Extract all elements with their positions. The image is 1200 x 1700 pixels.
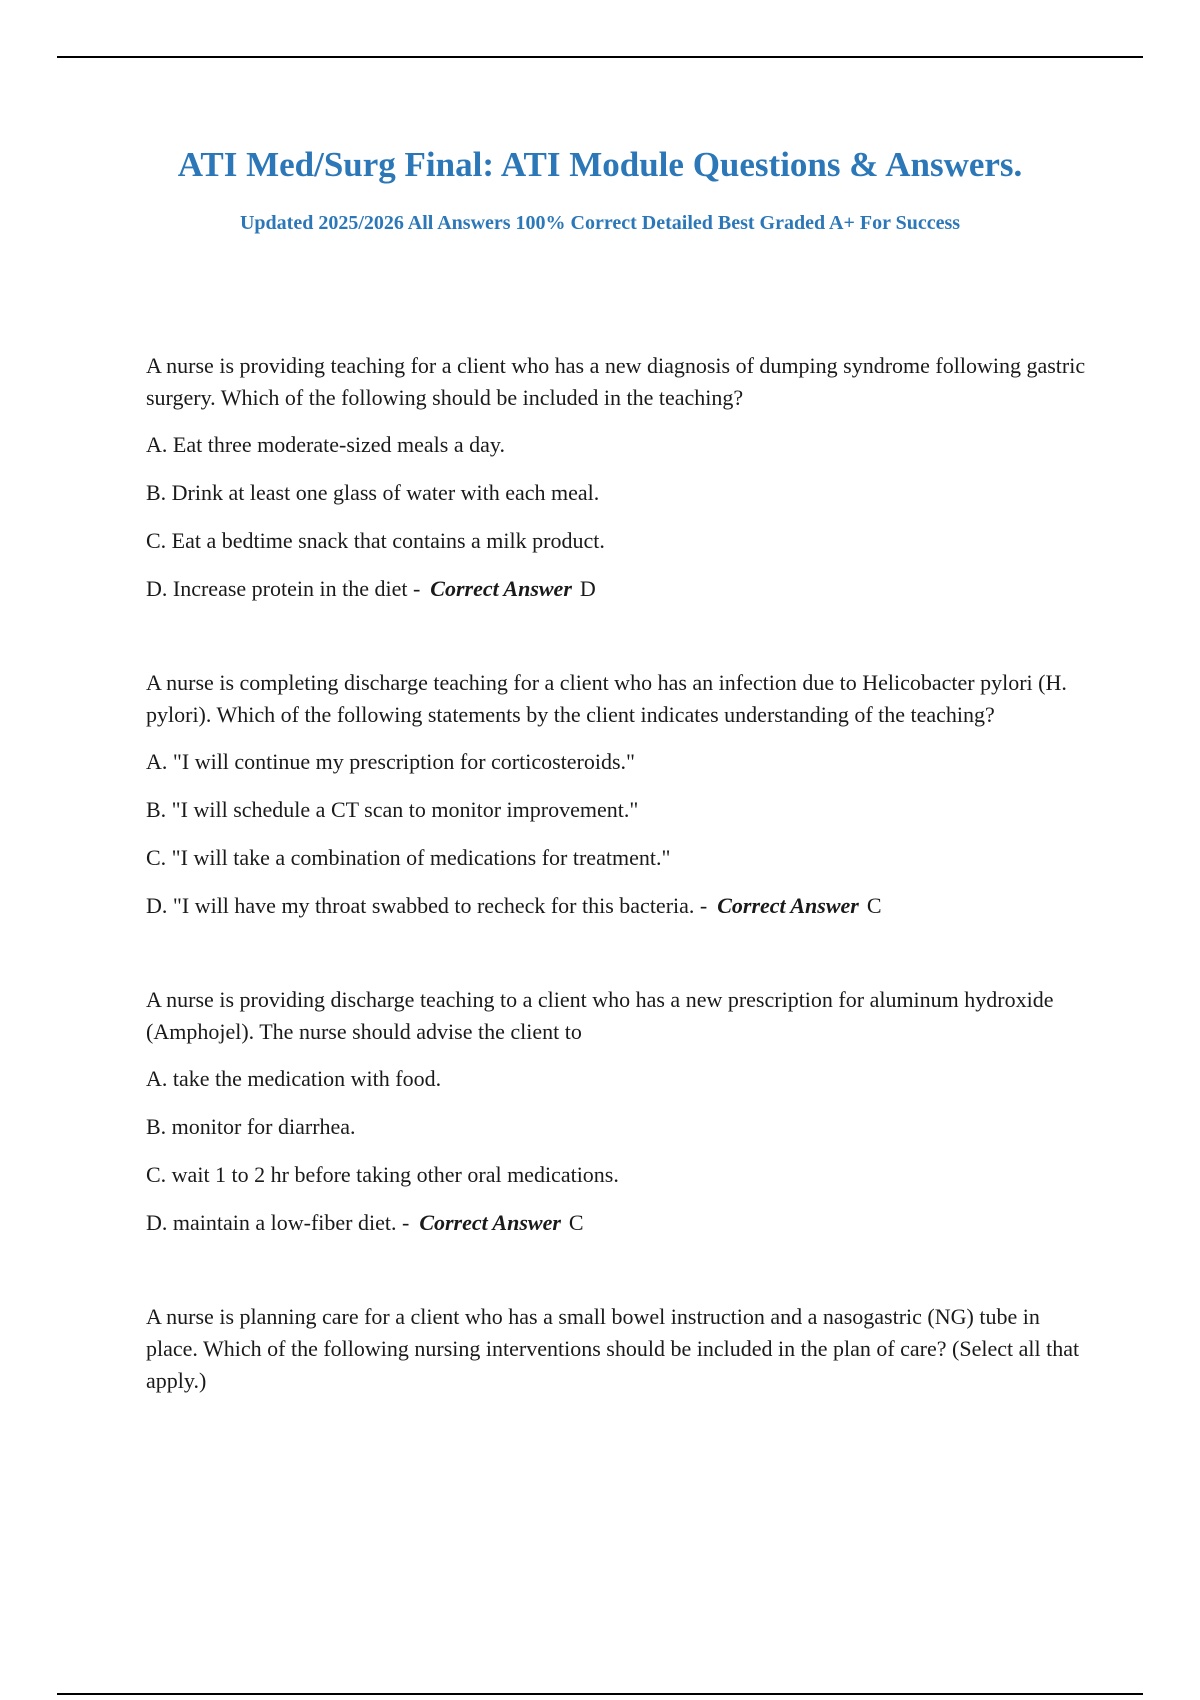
question-list [146,350,1096,1412]
correct-answer-value: C [568,1210,584,1235]
answer-option: C. Eat a bedtime snack that contains a milk product. [146,528,605,553]
answer-option: A. take the medication with food. [146,1066,442,1091]
question-text: A nurse is providing discharge teaching to a client who has a new prescription for aluminum hydroxide (Amphojel). The nurse should advise the client to [146,987,1054,1044]
answer-option: C. wait 1 to 2 hr before taking other oral medications. [146,1162,619,1187]
document-subtitle: Updated 2025/2026 All Answers 100% Correct Detailed Best Graded A+ For Success [239,212,961,234]
answer-option: B. monitor for diarrhea. [146,1114,356,1139]
question-block [146,667,1096,922]
correct-answer-label: Correct Answer [717,893,859,918]
answer-option-with-key [146,1207,1096,1239]
answer-option: A. "I will continue my prescription for corticosteroids." [146,749,636,774]
answer-option-with-key [146,890,1096,922]
correct-answer-value: C [866,893,882,918]
question-text: A nurse is planning care for a client who has a small bowel instruction and a nasogastric (NG) tube in place. Which of the following nursing interventions should be included in the plan of care? (Select all that apply.) [146,1304,1080,1393]
correct-answer-value: D [579,576,596,601]
correct-answer-label: Correct Answer [430,576,572,601]
answer-option: D. "I will have my throat swabbed to recheck for this bacteria. - [146,893,708,918]
answer-option: B. "I will schedule a CT scan to monitor improvement." [146,797,639,822]
answer-option: C. "I will take a combination of medications for treatment." [146,845,671,870]
answer-option-with-key [146,573,1096,605]
document-title: ATI Med/Surg Final: ATI Module Questions & Answers. [177,145,1023,184]
question-block [146,984,1096,1239]
answer-option: D. Increase protein in the diet - [146,576,421,601]
footer-rule [57,1693,1143,1695]
question-text: A nurse is completing discharge teaching for a client who has an infection due to Helicobacter pylori (H. pylori). Which of the following statements by the client indicates understanding of the teaching? [146,670,1067,727]
question-block [146,350,1096,605]
answer-option: A. Eat three moderate-sized meals a day. [146,432,505,457]
header-rule [57,56,1143,58]
answer-option: D. maintain a low-fiber diet. - [146,1210,410,1235]
question-text: A nurse is providing teaching for a client who has a new diagnosis of dumping syndrome following gastric surgery. Which of the following should be included in the teaching? [146,353,1086,410]
correct-answer-label: Correct Answer [419,1210,561,1235]
answer-option: B. Drink at least one glass of water with each meal. [146,480,600,505]
question-block [146,1301,1096,1397]
